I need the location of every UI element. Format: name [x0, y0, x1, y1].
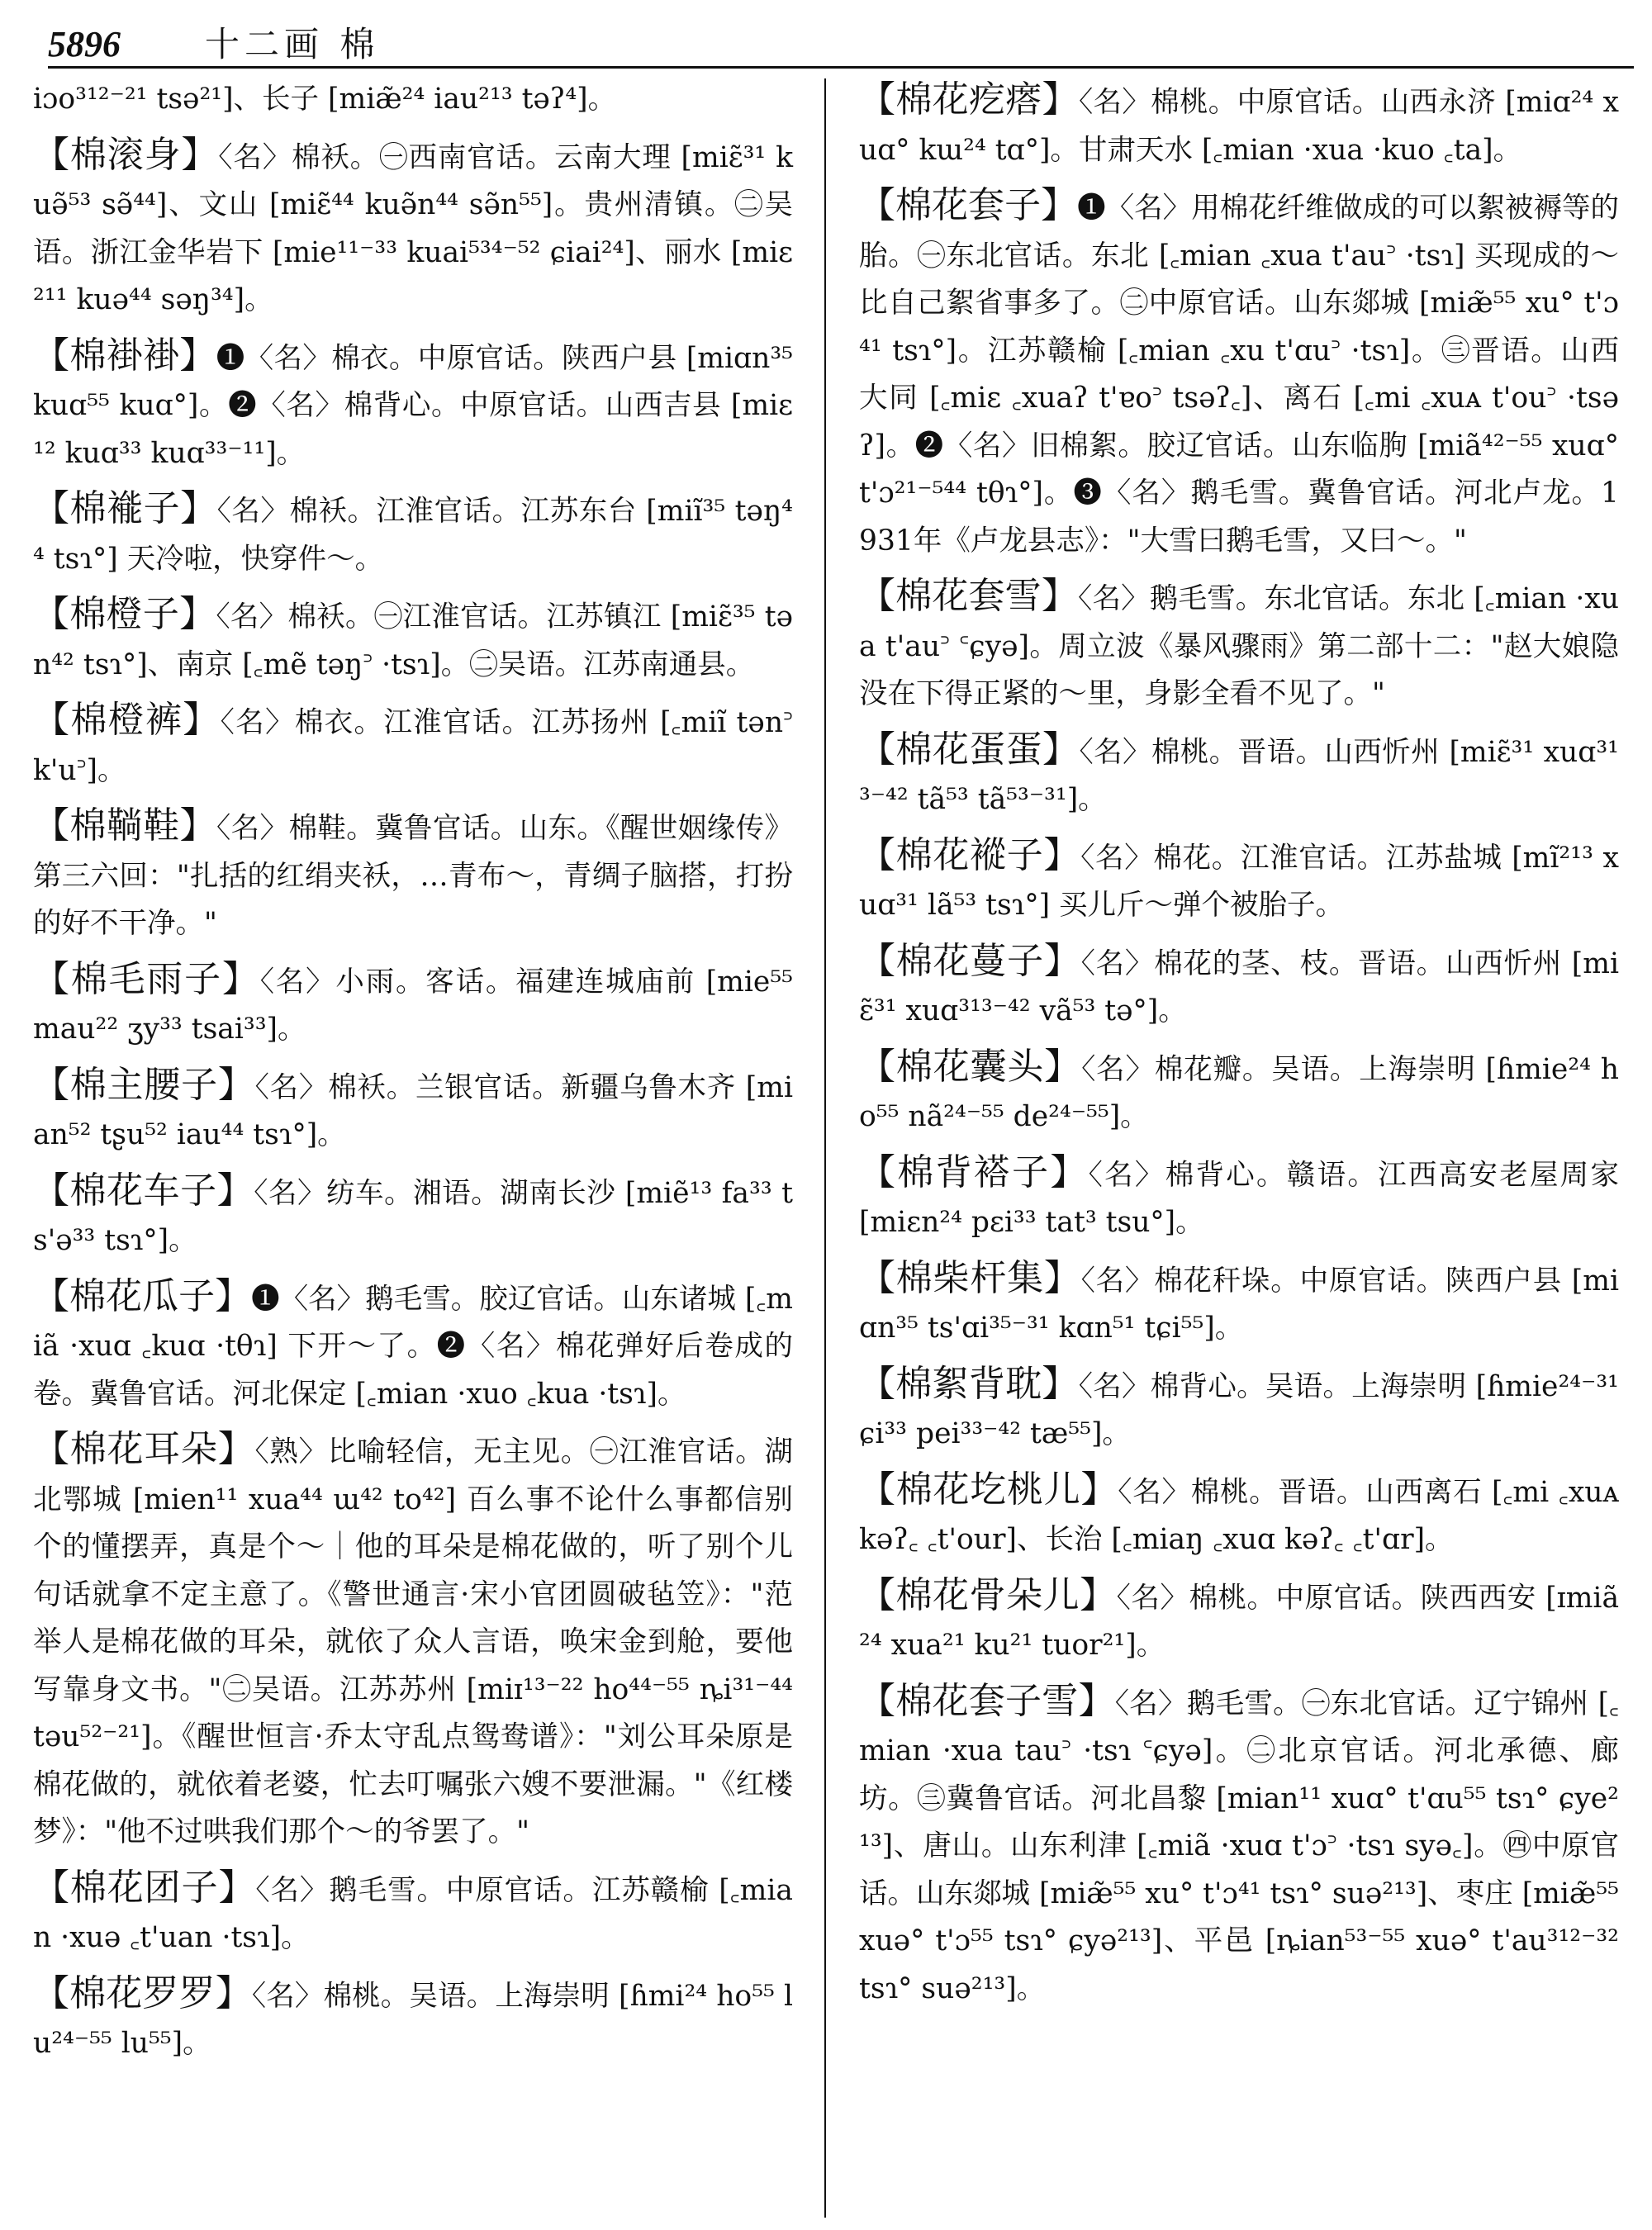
dictionary-entry	[33, 1970, 793, 2068]
dictionary-entry	[33, 1273, 793, 1419]
entry-text: ❶〈名〉棉衣。中原官话。陕西户县 [miɑn³⁵ kuɑ⁵⁵ kuɑ°]。❷〈名〉棉背心。中原官话。山西吉县 [miɛ¹² kuɑ³³ kuɑ³³⁻¹¹]。	[33, 341, 794, 470]
entry-headword: 【棉花车子】	[33, 1169, 254, 1212]
entry-text: 〈名〉棉背心。赣语。江西高安老屋周家 [miɛn²⁴ pɛi³³ tat³ tsu°]。	[859, 1158, 1620, 1239]
entry-text: 〈名〉棉桃。中原官话。山西永济 [miɑ²⁴ xuɑ° kɯ²⁴ tɑ°]。甘肃天水 [꜀mian ·xua ·kuo ꜀ta]。	[859, 86, 1620, 167]
entry-headword: 【棉花罗罗】	[33, 1971, 252, 2014]
dictionary-entry	[859, 1149, 1619, 1247]
dictionary-entry	[859, 1043, 1619, 1141]
dictionary-entry	[859, 832, 1619, 930]
entry-text: 〈熟〉比喻轻信，无主见。㊀江淮官话。湖北鄂城 [mien¹¹ xua⁴⁴ ɯ⁴² to⁴²] 百么事不论什么事都信别个的懂摆弄，真是个～｜他的耳朵是棉花做的，听了别个儿句话就拿不定主意了。《警世通言·宋小官团圆破毡笠》："范举人是棉花做的耳朵，就依了众人言语，唤宋金到舱，要他写靠身文书。"㊁吴语。江苏苏州 [miɪ¹³⁻²² ho⁴⁴⁻⁵⁵ ȵi³¹⁻⁴⁴ təu⁵²⁻²¹]。《醒世恒言·乔太守乱点鸳鸯谱》："刘公耳朵原是棉花做的，就依着老婆，忙去叮嘱张六嫂不要泄漏。"《红楼梦》："他不过哄我们那个～的爷罢了。"	[33, 1435, 793, 1848]
dictionary-entry	[33, 485, 793, 583]
dictionary-entry	[859, 1255, 1619, 1353]
entry-text: 〈名〉小雨。客话。福建连城庙前 [mie⁵⁵ mau²² ʒy³³ tsai³³]。	[33, 965, 793, 1046]
entry-headword: 【棉花套子】	[859, 184, 1078, 226]
entry-text: 〈名〉棉桃。晋语。山西离石 [꜀mi ꜀xuᴀ kəʔ꜀ ꜀t'our]、长治 [꜀miaŋ ꜀xuɑ kəʔ꜀ ꜀t'ɑr]。	[859, 1475, 1620, 1556]
entry-text: 〈名〉鹅毛雪。中原官话。江苏赣榆 [꜀mian ·xuə ꜀t'uan ·tsɿ]。	[33, 1873, 794, 1954]
entry-text: 〈名〉鹅毛雪。㊀东北官话。辽宁锦州 [꜀mian ·xua tau꜄ ·tsɿ ꜂ɕyə]。㊁北京官话。河北承德、廊坊。㊂冀鲁官话。河北昌黎 [mian¹¹ xuɑ° t'ɑu⁵⁵ tsɿ° ɕye²¹³]、唐山。山东利津 [꜀miã ·xuɑ t'ɔ꜄ ·tsɿ syə꜀]。㊃中原官话。山东郯城 [miæ̃⁵⁵ xu° t'ɔ⁴¹ tsɿ° suə²¹³]、枣庄 [miæ̃⁵⁵ xuə° t'ɔ⁵⁵ tsɿ° ɕyə²¹³]、平邑 [ȵian⁵³⁻⁵⁵ xuə° t'au³¹²⁻³² tsɿ° suə²¹³]。	[859, 1687, 1619, 2005]
entry-text: ❶〈名〉用棉花纤维做成的可以絮被褥等的胎。㊀东北官话。东北 [꜀mian ꜀xua t'au꜄ ·tsɿ] 买现成的～比自己絮省事多了。㊁中原官话。山东郯城 [miæ̃⁵⁵ xu° t'ɔ⁴¹ tsɿ°]。江苏赣榆 [꜀mian ꜀xu t'ɑu꜄ ·tsɿ]。㊂晋语。山西大同 [꜀miɛ ꜀xuaʔ t'ɐo꜄ tsəʔ꜀]、离石 [꜀mi ꜀xuᴀ t'ou꜄ ·tsəʔ]。❷〈名〉旧棉絮。胶辽官话。山东临朐 [miã⁴²⁻⁵⁵ xuɑ° t'ɔ²¹⁻⁵⁴⁴ tθɿ°]。❸〈名〉鹅毛雪。冀鲁官话。河北卢龙。1931年《卢龙县志》："大雪曰鹅毛雪，又曰～。"	[859, 192, 1619, 558]
entry-text: 〈名〉棉袄。㊀西南官话。云南大理 [miɛ̃³¹ kuə̃⁵³ sə̃⁴⁴]、文山 [miɛ̃⁴⁴ kuə̃n⁴⁴ sə̃n⁵⁵]。贵州清镇。㊁吴语。浙江金华岩下 [mie¹¹⁻³³ kuai⁵³⁴⁻⁵² ɕiai²⁴]、丽水 [miɛ²¹¹ kuə⁴⁴ səŋ³⁴]。	[33, 140, 793, 316]
right-column	[859, 76, 1619, 2020]
entry-headword: 【棉柴杆集】	[859, 1256, 1081, 1299]
entry-headword: 【棉花瓜子】	[33, 1274, 252, 1317]
entry-headword: 【棉花囊头】	[859, 1045, 1082, 1088]
page-header	[48, 18, 1634, 71]
entry-headword: 【棉滚身】	[33, 133, 219, 176]
dictionary-entry	[33, 1167, 793, 1265]
entry-text: 〈名〉棉背心。吴语。上海崇明 [ɦmie²⁴⁻³¹ ɕi³³ pei³³⁻⁴² tæ⁵⁵]。	[859, 1369, 1619, 1450]
entry-text: 〈名〉棉花瓣。吴语。上海崇明 [ɦmie²⁴ ho⁵⁵ nã²⁴⁻⁵⁵ de²⁴⁻⁵⁵]。	[859, 1052, 1620, 1133]
dictionary-entry	[33, 591, 793, 689]
entry-headword: 【棉褦子】	[33, 487, 217, 529]
entry-text: 〈名〉棉花。江淮官话。江苏盐城 [mĩ²¹³ xuɑ³¹ lã⁵³ tsɿ°] 买儿斤～弹个被胎子。	[859, 841, 1620, 922]
dictionary-entry	[33, 76, 793, 124]
entry-text: 〈名〉棉桃。晋语。山西忻州 [miɛ̃³¹ xuɑ³¹³⁻⁴² tã⁵³ tã⁵³⁻³¹]。	[859, 735, 1619, 816]
dictionary-entry	[859, 572, 1619, 719]
entry-headword: 【棉褂褂】	[33, 334, 216, 377]
running-head: 十二画 棉	[205, 24, 380, 64]
dictionary-entry	[33, 131, 793, 325]
entry-text: 〈名〉棉桃。吴语。上海崇明 [ɦmi²⁴ ho⁵⁵ lu²⁴⁻⁵⁵ lu⁵⁵]。	[33, 1979, 794, 2060]
entry-text: ❶〈名〉鹅毛雪。胶辽官话。山东诸城 [꜀miã ·xuɑ ꜀kuɑ ·tθɿ] 下开～了。❷〈名〉棉花弹好后卷成的卷。冀鲁官话。河北保定 [꜀mian ·xuo ꜀kua ·tsɿ]。	[33, 1282, 794, 1411]
dictionary-entry	[33, 332, 793, 478]
entry-headword: 【棉橙子】	[33, 593, 216, 635]
entry-headword: 【棉花蛋蛋】	[859, 728, 1080, 771]
entry-headword: 【棉主腰子】	[33, 1063, 255, 1106]
dictionary-entry	[859, 937, 1619, 1036]
dictionary-entry	[33, 1864, 793, 1962]
dictionary-entry	[859, 1572, 1619, 1670]
left-column	[33, 76, 793, 2076]
entry-text: 〈名〉棉桃。中原官话。陕西西安 [ɪmiã²⁴ xua²¹ ku²¹ tuor²¹]。	[859, 1581, 1620, 1662]
entry-headword: 【棉花套雪】	[859, 575, 1079, 617]
dictionary-entry	[33, 696, 793, 795]
entry-headword: 【棉花耳朵】	[33, 1428, 255, 1470]
dictionary-entry	[859, 1466, 1619, 1564]
dictionary-entry	[859, 726, 1619, 824]
entry-headword: 【棉花套子雪】	[859, 1679, 1115, 1722]
entry-text: 〈名〉棉衣。江淮官话。江苏扬州 [꜀miĩ tən꜄ k'u꜄]。	[33, 706, 793, 787]
entry-text: 〈名〉鹅毛雪。东北官话。东北 [꜀mian ·xua t'au꜄ ꜂ɕyə]。周立波《暴风骤雨》第二部十二："赵大娘隐没在下得正紧的～里，身影全看不见了。"	[859, 582, 1620, 710]
entry-headword: 【棉花蔓子】	[859, 939, 1081, 982]
entry-text: 〈名〉纺车。湘语。湖南长沙 [miẽ¹³ fa³³ ts'ə³³ tsɿ°]。	[33, 1176, 794, 1257]
dictionary-entry	[859, 1677, 1619, 2014]
entry-headword: 【棉鞝鞋】	[33, 804, 216, 847]
entry-headword: 【棉絮背耽】	[859, 1362, 1079, 1405]
dictionary-entry	[33, 1061, 793, 1160]
entry-headword: 【棉花骨朵儿】	[859, 1573, 1117, 1616]
entry-headword: 【棉花圪桃儿】	[859, 1468, 1118, 1511]
entry-headword: 【棉橙裤】	[33, 699, 221, 741]
header-rule	[48, 66, 1634, 69]
entry-text: 〈名〉棉花秆垛。中原官话。陕西户县 [miɑn³⁵ ts'ɑi³⁵⁻³¹ kɑn⁵¹ tɕi⁵⁵]。	[859, 1264, 1619, 1345]
entry-headword: 【棉毛雨子】	[33, 957, 260, 1000]
page-number: 5896	[48, 24, 121, 64]
dictionary-entry	[859, 182, 1619, 565]
dictionary-entry	[859, 76, 1619, 174]
dictionary-entry	[33, 956, 793, 1054]
entry-text: 〈名〉棉鞋。冀鲁官话。山东。《醒世姻缘传》第三六回："扎括的红绢夹袄，…青布～，青绸子脑搭，打扮的好不干净。"	[33, 812, 793, 940]
column-divider	[824, 78, 826, 2218]
dictionary-entry	[33, 802, 793, 948]
entry-headword: 【棉花疙瘩】	[859, 78, 1079, 121]
entry-text: 〈名〉棉花的茎、枝。晋语。山西忻州 [miɛ̃³¹ xuɑ³¹³⁻⁴² vã⁵³ tə°]。	[859, 947, 1619, 1027]
entry-text: 〈名〉棉袄。兰银官话。新疆乌鲁木齐 [mian⁵² tʂu⁵² iau⁴⁴ tsɿ°]。	[33, 1070, 793, 1151]
entry-text: 〈名〉棉袄。江淮官话。江苏东台 [miĩ³⁵ təŋ⁴⁴ tsɿ°] 天冷啦，快穿件～。	[33, 495, 794, 576]
entry-headword: 【棉背褡子】	[859, 1151, 1089, 1193]
dictionary-entry	[33, 1426, 793, 1857]
dictionary-entry	[859, 1360, 1619, 1459]
entry-headword: 【棉花䙕子】	[859, 833, 1081, 876]
entry-text: iɔo³¹²⁻²¹ tsə²¹]、长子 [miæ̃²⁴ iau²¹³ təʔ⁴]。	[33, 83, 617, 116]
entry-headword: 【棉花团子】	[33, 1866, 256, 1909]
entry-text: 〈名〉棉袄。㊀江淮官话。江苏镇江 [miɛ̃³⁵ tən⁴² tsɿ°]、南京 [꜀mẽ təŋ꜄ ·tsɿ]。㊁吴语。江苏南通县。	[33, 600, 793, 681]
